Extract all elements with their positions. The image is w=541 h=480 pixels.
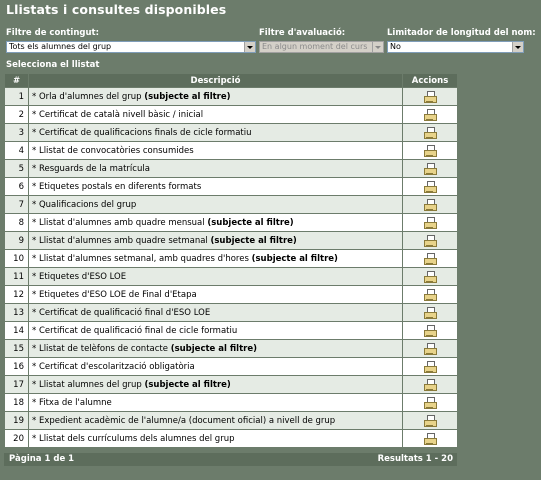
row-description[interactable] [29, 358, 403, 376]
row-description-text: * Resguards de la matrícula [32, 163, 150, 174]
printer-icon[interactable] [424, 163, 437, 175]
column-header-actions: Accions [403, 74, 458, 88]
row-description-text: * Certificat de català nivell bàsic / inicial [32, 109, 204, 120]
row-filter-note: (subjecte al filtre) [251, 253, 338, 264]
row-description-text: * Certificat de qualificació final de cicle formatiu [32, 325, 238, 336]
row-description-text: * Llistat de convocatòries consumides [32, 145, 194, 156]
table-row [5, 268, 458, 286]
content-filter-label: Filtre de contingut: [6, 28, 99, 38]
row-number: 7 [5, 196, 29, 214]
content-filter-value: Tots els alumnes del grup [9, 42, 112, 51]
row-number: 11 [5, 268, 29, 286]
row-filter-note: (subjecte al filtre) [144, 379, 231, 390]
row-number: 19 [5, 412, 29, 430]
table-row [5, 322, 458, 340]
row-description[interactable] [29, 214, 403, 232]
row-number: 14 [5, 322, 29, 340]
row-number: 15 [5, 340, 29, 358]
row-filter-note: (subjecte al filtre) [210, 235, 297, 246]
printer-icon[interactable] [424, 433, 437, 445]
printer-icon[interactable] [424, 415, 437, 427]
row-number: 13 [5, 304, 29, 322]
column-header-description: Descripció [29, 74, 403, 88]
row-actions [403, 196, 458, 214]
row-description[interactable] [29, 106, 403, 124]
row-actions [403, 394, 458, 412]
row-filter-note: (subjecte al filtre) [144, 91, 231, 102]
table-row [5, 340, 458, 358]
row-number: 3 [5, 124, 29, 142]
row-number: 16 [5, 358, 29, 376]
content-filter-select[interactable] [6, 41, 256, 53]
table-row [5, 250, 458, 268]
row-description[interactable] [29, 340, 403, 358]
row-number: 20 [5, 430, 29, 448]
row-description-text: * Certificat de qualificació final d'ESO LOE [32, 307, 211, 318]
table-row [5, 394, 458, 412]
row-description-text: * Etiquetes postals en diferents formats [32, 181, 202, 192]
row-actions [403, 214, 458, 232]
table-row [5, 196, 458, 214]
printer-icon[interactable] [424, 343, 437, 355]
table-header-row [5, 74, 458, 88]
row-description[interactable] [29, 412, 403, 430]
row-description[interactable] [29, 268, 403, 286]
evaluation-filter-label: Filtre d'avaluació: [259, 28, 346, 38]
table-row [5, 232, 458, 250]
printer-icon[interactable] [424, 199, 437, 211]
row-actions [403, 160, 458, 178]
row-number: 8 [5, 214, 29, 232]
table-row [5, 358, 458, 376]
printer-icon[interactable] [424, 109, 437, 121]
row-description[interactable] [29, 304, 403, 322]
row-number: 2 [5, 106, 29, 124]
table-row [5, 214, 458, 232]
row-actions [403, 376, 458, 394]
row-number: 12 [5, 286, 29, 304]
row-actions [403, 358, 458, 376]
row-description-text: * Llistat dels currículums dels alumnes del grup [32, 433, 235, 444]
row-actions [403, 124, 458, 142]
row-description-text: * Expedient acadèmic de l'alumne/a (document oficial) a nivell de grup [32, 415, 336, 426]
row-actions [403, 88, 458, 106]
row-actions [403, 322, 458, 340]
printer-icon[interactable] [424, 253, 437, 265]
row-filter-note: (subjecte al filtre) [207, 217, 294, 228]
row-actions [403, 286, 458, 304]
printer-icon[interactable] [424, 271, 437, 283]
table-footer [4, 453, 457, 466]
table-row [5, 412, 458, 430]
row-description-text: * Qualificacions del grup [32, 199, 137, 210]
table-row [5, 106, 458, 124]
row-description[interactable] [29, 286, 403, 304]
listings-table [4, 73, 458, 448]
section-label: Selecciona el llistat [6, 60, 100, 70]
row-description[interactable] [29, 430, 403, 448]
row-actions [403, 304, 458, 322]
evaluation-filter-select [259, 41, 384, 53]
row-description[interactable] [29, 142, 403, 160]
row-description[interactable] [29, 124, 403, 142]
row-description-text: * Llistat d'alumnes amb quadre setmanal [32, 235, 211, 246]
row-description[interactable] [29, 394, 403, 412]
printer-icon[interactable] [424, 91, 437, 103]
printer-icon[interactable] [424, 235, 437, 247]
table-row [5, 160, 458, 178]
printer-icon[interactable] [424, 397, 437, 409]
row-actions [403, 412, 458, 430]
row-description-text: * Etiquetes d'ESO LOE de Final d'Etapa [32, 289, 197, 300]
row-description-text: * Fitxa de l'alumne [32, 397, 112, 408]
row-description-text: * Etiquetes d'ESO LOE [32, 271, 127, 282]
row-description-text: * Llistat d'alumnes amb quadre mensual [32, 217, 208, 228]
table-row [5, 304, 458, 322]
row-number: 6 [5, 178, 29, 196]
row-number: 10 [5, 250, 29, 268]
length-limiter-label: Limitador de longitud del nom: [387, 28, 536, 38]
row-actions [403, 142, 458, 160]
row-description-text: * Orla d'alumnes del grup [32, 91, 145, 102]
printer-icon[interactable] [424, 217, 437, 229]
row-number: 9 [5, 232, 29, 250]
table-row [5, 88, 458, 106]
chevron-down-icon[interactable] [244, 42, 255, 52]
printer-icon[interactable] [424, 325, 437, 337]
row-number: 5 [5, 160, 29, 178]
printer-icon[interactable] [424, 307, 437, 319]
row-actions [403, 340, 458, 358]
table-row [5, 178, 458, 196]
printer-icon[interactable] [424, 127, 437, 139]
printer-icon[interactable] [424, 379, 437, 391]
table-row [5, 376, 458, 394]
printer-icon[interactable] [424, 361, 437, 373]
row-description[interactable] [29, 232, 403, 250]
row-number: 4 [5, 142, 29, 160]
row-description[interactable] [29, 178, 403, 196]
printer-icon[interactable] [424, 289, 437, 301]
row-description[interactable] [29, 196, 403, 214]
table-row [5, 286, 458, 304]
row-description[interactable] [29, 160, 403, 178]
row-description-text: * Llistat alumnes del grup [32, 379, 145, 390]
row-actions [403, 430, 458, 448]
row-description[interactable] [29, 376, 403, 394]
row-description[interactable] [29, 322, 403, 340]
length-limiter-select[interactable] [387, 41, 524, 53]
table-row [5, 142, 458, 160]
row-description-text: * Certificat de qualificacions finals de cicle formatiu [32, 127, 252, 138]
page-title: Llistats i consultes disponibles [6, 2, 227, 17]
row-actions [403, 268, 458, 286]
row-number: 17 [5, 376, 29, 394]
chevron-down-icon [372, 42, 383, 52]
printer-icon[interactable] [424, 145, 437, 157]
row-description-text: * Certificat d'escolarització obligatòria [32, 361, 195, 372]
evaluation-filter-value: En algun moment del curs [262, 42, 368, 51]
length-limiter-value: No [390, 42, 401, 51]
row-description[interactable] [29, 250, 403, 268]
row-description-text: * Llistat d'alumnes setmanal, amb quadres d'hores [32, 253, 252, 264]
printer-icon[interactable] [424, 181, 437, 193]
pagination-label: Pàgina 1 de 1 [9, 454, 75, 464]
row-number: 18 [5, 394, 29, 412]
chevron-down-icon[interactable] [512, 42, 523, 52]
row-actions [403, 178, 458, 196]
results-count: Resultats 1 - 20 [377, 454, 453, 464]
row-actions [403, 106, 458, 124]
row-filter-note: (subjecte al filtre) [170, 343, 257, 354]
row-actions [403, 232, 458, 250]
row-actions [403, 250, 458, 268]
row-description[interactable] [29, 88, 403, 106]
row-description-text: * Llistat de telèfons de contacte [32, 343, 171, 354]
column-header-number: # [5, 74, 29, 88]
row-number: 1 [5, 88, 29, 106]
table-row [5, 124, 458, 142]
table-row [5, 430, 458, 448]
